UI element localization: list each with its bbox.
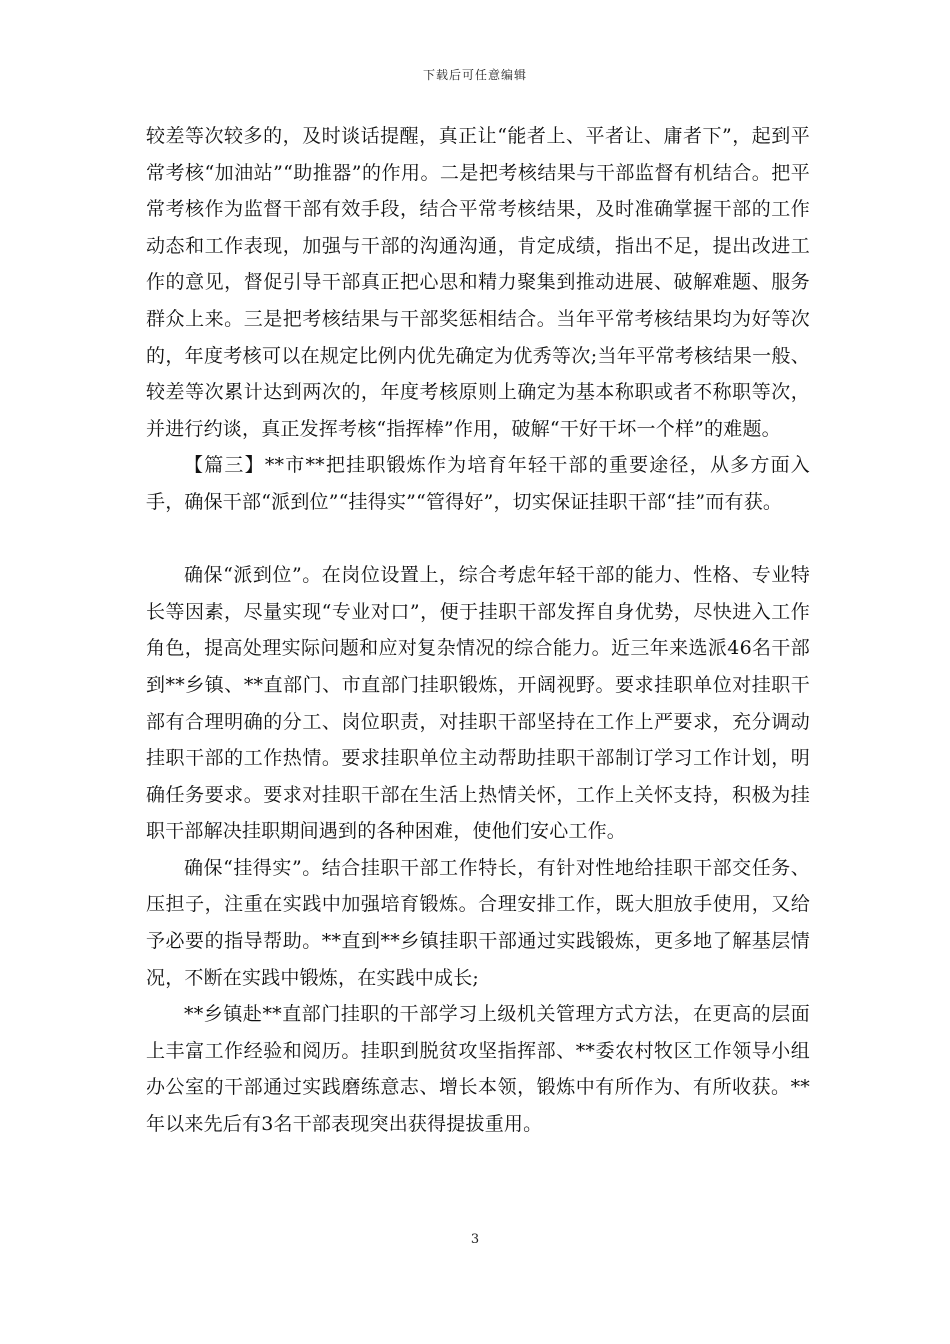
- document-body: [146, 118, 810, 1143]
- page-number: 3: [470, 1232, 480, 1247]
- paragraph-spacer: [146, 521, 810, 558]
- paragraph-continued: 较差等次较多的，及时谈话提醒，真正让“能者上、平者让、庸者下”，起到平常考核“加油站”“助推器”的作用。二是把考核结果与干部监督有机结合。把平常考核作为监督干部有效手段，结合平常考核结果，及时准确掌握干部的工作动态和工作表现，加强与干部的沟通沟通，肯定成绩，指出不足，提出改进工作的意见，督促引导干部真正把心思和精力聚集到推动进展、破解难题、服务群众上来。三是把考核结果与干部奖惩相结合。当年平常考核结果均为好等次的，年度考核可以在规定比例内优先确定为优秀等次;当年平常考核结果一般、较差等次累计达到两次的，年度考核原则上确定为基本称职或者不称职等次，并进行约谈，真正发挥考核“指挥棒”作用，破解“干好干坏一个样”的难题。: [146, 125, 810, 440]
- paragraph-exchange: **乡镇赴**直部门挂职的干部学习上级机关管理方式方法，在更高的层面上丰富工作经验和阅历。挂职到脱贫攻坚指挥部、**委农村牧区工作领导小组办公室的干部通过实践磨练意志、增长本领，锻炼中有所作为、有所收获。**年以来先后有3名干部表现突出获得提拔重用。: [146, 1003, 810, 1136]
- paragraph-dispatch: 确保“派到位”。在岗位设置上，综合考虑年轻干部的能力、性格、专业特长等因素，尽量实现“专业对口”，便于挂职干部发挥自身优势，尽快进入工作角色，提高处理实际问题和应对复杂情况的综合能力。近三年来选派46名干部到**乡镇、**直部门、市直部门挂职锻炼，开阔视野。要求挂职单位对挂职干部有合理明确的分工、岗位职责，对挂职干部坚持在工作上严要求，充分调动挂职干部的工作热情。要求挂职单位主动帮助挂职干部制订学习工作计划，明确任务要求。要求对挂职干部在生活上热情关怀，工作上关怀支持，积极为挂职干部解决挂职期间遇到的各种困难，使他们安心工作。: [146, 564, 810, 843]
- page-header: 下载后可任意编辑: [422, 68, 527, 82]
- paragraph-section-three-intro: 【篇三】**市**把挂职锻炼作为培育年轻干部的重要途径，从多方面入手，确保干部“派到位”“挂得实”“管得好”，切实保证挂职干部“挂”而有获。: [146, 454, 810, 513]
- paragraph-practice: 确保“挂得实”。结合挂职干部工作特长，有针对性地给挂职干部交任务、压担子，注重在实践中加强培育锻炼。合理安排工作，既大胆放手使用，又给予必要的指导帮助。**直到**乡镇挂职干部通过实践锻炼，更多地了解基层情况，不断在实践中锻炼，在实践中成长;: [146, 856, 810, 989]
